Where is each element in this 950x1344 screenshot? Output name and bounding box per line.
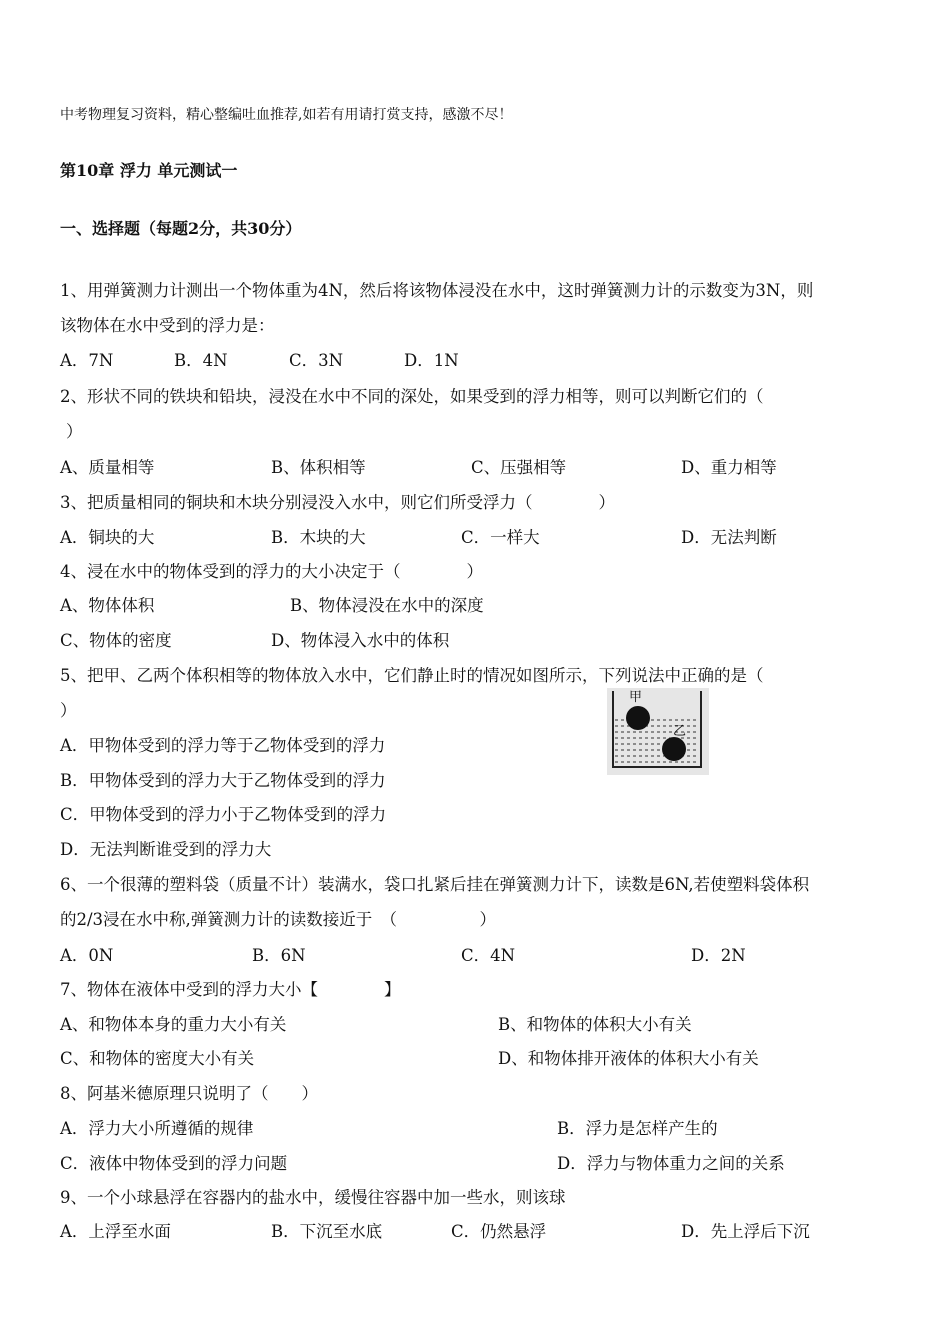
ball-yi xyxy=(662,737,686,761)
question-1-option-d: D．1N xyxy=(404,351,459,370)
question-4-option-b: B、物体浸没在水中的深度 xyxy=(290,596,484,615)
question-7-line-1: 7、物体在液体中受到的浮力大小【 】 xyxy=(60,980,401,999)
question-9-option-a: A．上浮至水面 xyxy=(60,1222,171,1241)
question-8-line-1: 8、阿基米德原理只说明了（ ） xyxy=(60,1084,318,1103)
question-9-option-c: C．仍然悬浮 xyxy=(451,1222,547,1241)
question-3-option-a: A．铜块的大 xyxy=(60,528,155,547)
question-7-option-b: B、和物体的体积大小有关 xyxy=(498,1015,692,1034)
question-9-option-b: B．下沉至水底 xyxy=(271,1222,383,1241)
question-4-option-c: C、物体的密度 xyxy=(60,631,172,650)
question-6-option-c: C．4N xyxy=(461,946,516,965)
label-yi: 乙 xyxy=(673,724,687,739)
question-6-line-2: 的2/3浸在水中称,弹簧测力计的读数接近于 （ ） xyxy=(60,910,497,929)
chapter-title: 第10章 浮力 单元测试一 xyxy=(60,161,238,180)
question-2-option-d: D、重力相等 xyxy=(681,458,777,477)
buoyancy-figure xyxy=(607,688,709,775)
question-5-option-a: A．甲物体受到的浮力等于乙物体受到的浮力 xyxy=(60,736,386,755)
question-9-option-d: D．先上浮后下沉 xyxy=(681,1222,810,1241)
question-1-line-1: 1、用弹簧测力计测出一个物体重为4N，然后将该物体浸没在水中，这时弹簧测力计的示数变为3N，则 xyxy=(60,281,814,300)
question-7-option-a: A、和物体本身的重力大小有关 xyxy=(60,1015,287,1034)
question-2-line-2: ） xyxy=(66,422,83,441)
question-8-option-b: B．浮力是怎样产生的 xyxy=(557,1119,718,1138)
question-5-option-b: B．甲物体受到的浮力大于乙物体受到的浮力 xyxy=(60,771,386,790)
question-3-option-c: C．一样大 xyxy=(461,528,540,547)
question-2-option-c: C、压强相等 xyxy=(471,458,567,477)
question-5-option-c: C．甲物体受到的浮力小于乙物体受到的浮力 xyxy=(60,805,387,824)
label-jia: 甲 xyxy=(629,690,643,705)
question-4-option-d: D、物体浸入水中的体积 xyxy=(271,631,450,650)
question-8-option-d: D．浮力与物体重力之间的关系 xyxy=(557,1154,785,1173)
question-7-option-c: C、和物体的密度大小有关 xyxy=(60,1049,255,1068)
question-3-line-1: 3、把质量相同的铜块和木块分别浸没入水中，则它们所受浮力（ ） xyxy=(60,493,615,512)
section-heading: 一、选择题（每题2分，共30分） xyxy=(60,219,302,238)
ball-jia xyxy=(626,706,650,730)
question-5-option-d: D．无法判断谁受到的浮力大 xyxy=(60,840,272,859)
page-header-note: 中考物理复习资料，精心整编吐血推荐,如若有用请打赏支持，感激不尽！ xyxy=(60,107,513,123)
question-1-line-2: 该物体在水中受到的浮力是： xyxy=(60,316,275,335)
question-1-option-b: B．4N xyxy=(174,351,228,370)
question-1-option-c: C．3N xyxy=(289,351,344,370)
question-3-option-b: B．木块的大 xyxy=(271,528,366,547)
question-5-line-2: ） xyxy=(60,701,77,720)
question-4-option-a: A、物体体积 xyxy=(60,596,155,615)
question-3-option-d: D．无法判断 xyxy=(681,528,777,547)
question-7-option-d: D、和物体排开液体的体积大小有关 xyxy=(498,1049,759,1068)
question-8-option-c: C．液体中物体受到的浮力问题 xyxy=(60,1154,288,1173)
question-2-option-a: A、质量相等 xyxy=(60,458,155,477)
question-5-line-1: 5、把甲、乙两个体积相等的物体放入水中，它们静止时的情况如图所示，下列说法中正确的是（ xyxy=(60,666,764,685)
question-6-option-d: D．2N xyxy=(691,946,746,965)
question-2-option-b: B、体积相等 xyxy=(271,458,366,477)
question-1-option-a: A．7N xyxy=(60,351,114,370)
question-9-line-1: 9、一个小球悬浮在容器内的盐水中，缓慢往容器中加一些水，则该球 xyxy=(60,1188,566,1207)
question-6-option-a: A．0N xyxy=(60,946,114,965)
question-6-option-b: B．6N xyxy=(252,946,306,965)
question-4-line-1: 4、浸在水中的物体受到的浮力的大小决定于（ ） xyxy=(60,562,483,581)
question-8-option-a: A．浮力大小所遵循的规律 xyxy=(60,1119,254,1138)
question-6-line-1: 6、一个很薄的塑料袋（质量不计）装满水，袋口扎紧后挂在弹簧测力计下，读数是6N,若使塑料袋体积 xyxy=(60,875,810,894)
question-2-line-1: 2、形状不同的铁块和铅块，浸没在水中不同的深处，如果受到的浮力相等，则可以判断它们的（ xyxy=(60,387,764,406)
